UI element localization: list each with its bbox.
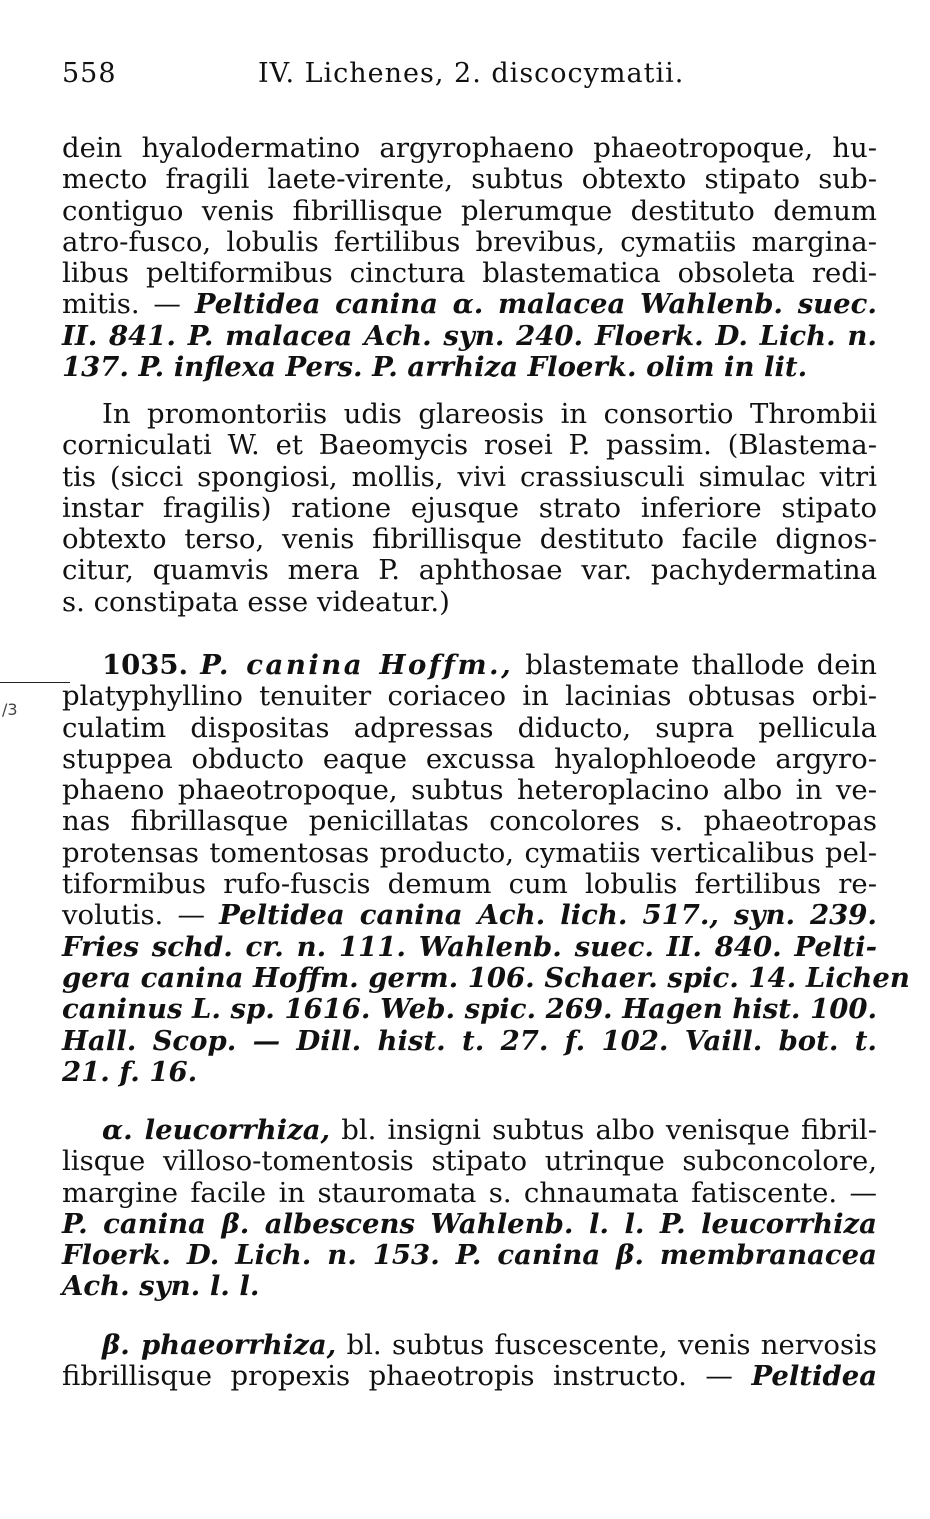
- text-line: s. constipata esse videatur.): [62, 585, 450, 618]
- text-line: contiguo venis fibrillisque plerumque destituto demum: [62, 194, 877, 227]
- text-line: lisque villoso-tomentosis stipato utrinque subconcolore,: [62, 1145, 877, 1178]
- text-run: fibrillisque propexis phaeotropis instructo. —: [62, 1360, 733, 1393]
- text-line: [62, 1361, 877, 1392]
- text-line: obtexto terso, venis fibrillisque destituto facile dignos-: [62, 523, 877, 556]
- paragraph-description: [62, 133, 877, 383]
- citation-line: 137. P. inflexa Pers. P. arrhiza Floerk. olim in lit.: [62, 351, 808, 384]
- text-line: tiformibus rufo-fuscis demum cum lobulis fertilibus re-: [62, 868, 877, 901]
- text-line: corniculati W. et Baeomycis rosei P. passim. (Blastema-: [62, 429, 877, 462]
- text-line: mecto fragili laete-virente, subtus obtexto stipato sub-: [62, 163, 877, 196]
- variety-label: β. phaeorrhiza,: [102, 1329, 337, 1361]
- citation-line: 21. f. 16.: [62, 1055, 198, 1088]
- citation-run: Peltidea canina α. malacea Wahlenb. suec.: [194, 288, 877, 321]
- citation-line: gera canina Hoffm. germ. 106. Schaer. spic. 14. Lichen: [62, 961, 910, 994]
- text-run: volutis. —: [62, 899, 205, 932]
- text-line: citur, quamvis mera P. aphthosae var. pachydermatina: [62, 554, 877, 587]
- margin-rule: [0, 682, 70, 683]
- text-line: dein hyalodermatino argyrophaeno phaeotropoque, hu-: [62, 132, 877, 164]
- text-line: [62, 900, 877, 931]
- text-run: mitis. —: [62, 288, 181, 321]
- species-heading-line: [62, 650, 877, 681]
- text-run: bl. insigni subtus albo venisque fibril-: [341, 1114, 877, 1146]
- text-run: blastemate thallode dein: [525, 649, 877, 681]
- citation-run: P. canina β. membranacea: [455, 1239, 877, 1272]
- margin-note: /3: [2, 700, 18, 719]
- text-line: protensas tomentosas producto, cymatiis verticalibus pel-: [62, 836, 877, 869]
- citation-run: Peltidea canina Ach. lich. 517., syn. 239.: [219, 899, 878, 932]
- page-header: [62, 58, 882, 98]
- citation-run: Floerk. D. Lich. n. 153.: [62, 1239, 440, 1272]
- text-line: platyphyllino tenuiter coriaceo in lacinias obtusas orbi-: [62, 680, 877, 713]
- citation-line: Hall. Scop. — Dill. hist. t. 27. f. 102. Vaill. bot. t.: [62, 1024, 877, 1057]
- variety-heading-line: [62, 1115, 877, 1146]
- text-line: nas fibrillasque penicillatas concolores s. phaeotropas: [62, 805, 877, 838]
- paragraph-variety-alpha: [62, 1115, 877, 1303]
- page-number: 558: [62, 58, 117, 89]
- citation-run: Peltidea: [751, 1360, 878, 1393]
- text-line: tis (sicci spongiosi, mollis, vivi crassiusculi simulac vitri: [62, 460, 877, 493]
- paragraph-species-1035: [62, 649, 910, 1088]
- paragraph-habitat: [62, 399, 877, 618]
- text-run: bl. subtus fuscescente, venis nervosis: [346, 1329, 877, 1361]
- text-line: stuppea obducto eaque excussa hyalophloeode argyro-: [62, 742, 877, 775]
- text-line: phaeno phaeotropoque, subtus heteroplacino albo in ve-: [62, 774, 877, 807]
- text-line: libus peltiformibus cinctura blastematica obsoleta redi-: [62, 257, 877, 290]
- text-line: instar fragilis) ratione ejusque strato inferiore stipato: [62, 491, 877, 524]
- text-line: In promontoriis udis glareosis in consortio Thrombii: [102, 398, 877, 430]
- citation-line: Fries schd. cr. n. 111. Wahlenb. suec. II. 840. Pelti-: [62, 930, 877, 963]
- species-number: 1035.: [102, 649, 189, 681]
- variety-heading-line: [62, 1330, 877, 1361]
- text-line: culatim dispositas adpressas diducto, supra pellicula: [62, 711, 877, 744]
- running-title: IV. Lichenes, 2. discocymatii.: [258, 58, 685, 89]
- citation-line: Ach. syn. l. l.: [62, 1270, 260, 1303]
- citation-line: [62, 1240, 877, 1271]
- citation-line: caninus L. sp. 1616. Web. spic. 269. Hagen hist. 100.: [62, 993, 878, 1026]
- variety-label: α. leucorrhiza,: [102, 1114, 331, 1146]
- species-name: P. canina Hoffm.,: [200, 649, 514, 681]
- citation-line: II. 841. P. malacea Ach. syn. 240. Floerk. D. Lich. n.: [62, 319, 877, 352]
- text-line: margine facile in stauromata s. chnaumata fatiscente. —: [62, 1176, 877, 1209]
- citation-line: P. canina β. albescens Wahlenb. l. l. P. leucorrhiza: [62, 1207, 877, 1240]
- text-line: [62, 289, 877, 320]
- text-line: atro-fusco, lobulis fertilibus brevibus, cymatiis margina-: [62, 225, 877, 258]
- paragraph-variety-beta: [62, 1330, 877, 1393]
